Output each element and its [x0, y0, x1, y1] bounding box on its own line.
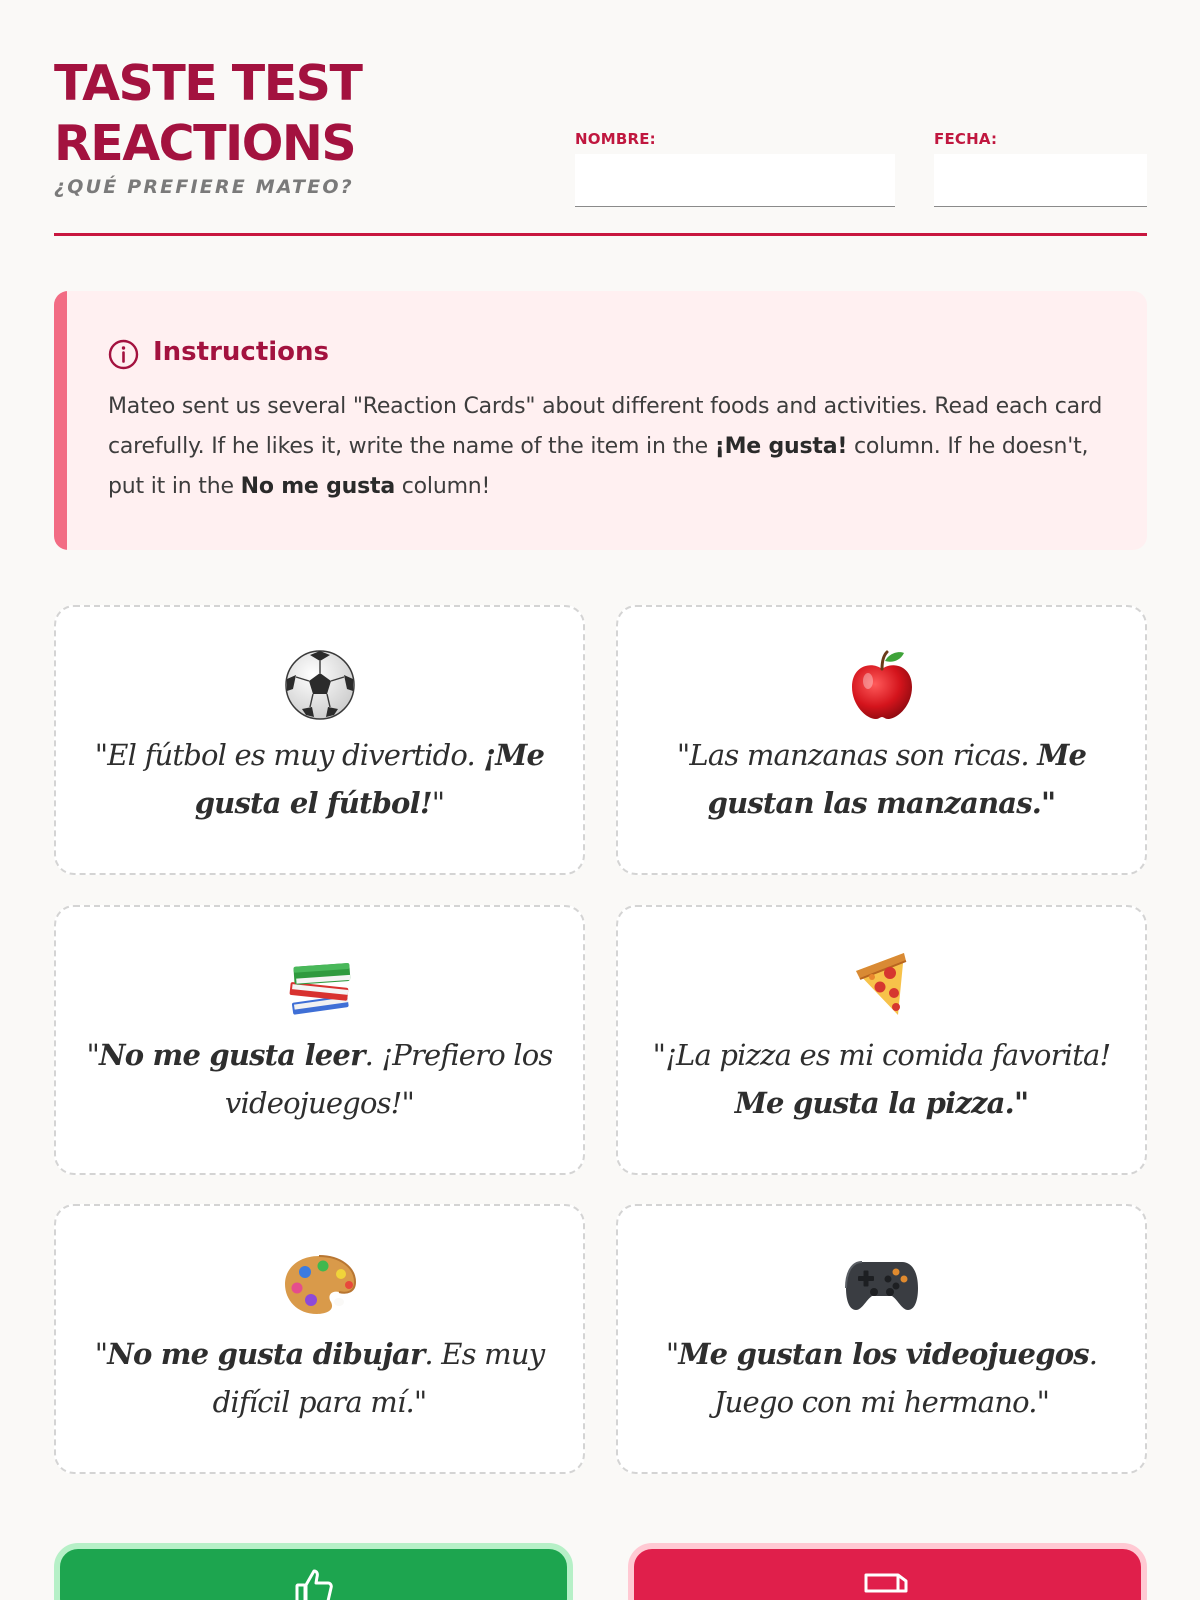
card-quote [86, 1031, 553, 1127]
reaction-card-apple [616, 605, 1147, 875]
instructions-title: Instructions [153, 337, 330, 367]
card-icon-wrap [618, 1246, 1145, 1322]
card-quote [86, 1330, 553, 1426]
name-label: NOMBRE: [575, 130, 656, 148]
title-line-1: TASTE TEST [54, 55, 362, 112]
card-quote [648, 731, 1115, 827]
instructions-text-part: column. If he doesn't, put it in the [108, 434, 1089, 499]
instructions-box [54, 291, 1147, 550]
instructions-bold-dislike: No me gusta [240, 474, 395, 499]
reaction-card-pizza [616, 905, 1147, 1175]
thumbs-down-icon [858, 1567, 918, 1600]
reaction-card-palette [54, 1204, 585, 1474]
quote-bold: Me gustan los videojuegos [678, 1337, 1089, 1371]
info-icon [108, 339, 139, 370]
reaction-card-videogames [616, 1204, 1147, 1474]
soccer-ball-icon [284, 649, 356, 721]
quote-text: "Las manzanas son ricas. [676, 738, 1038, 772]
card-icon-wrap [56, 1246, 583, 1322]
no-me-gusta-column-header[interactable] [628, 1543, 1147, 1600]
quote-bold: Me gustan las manzanas." [707, 738, 1087, 820]
apple-icon [846, 649, 918, 721]
date-label: FECHA: [934, 130, 998, 148]
quote-bold: Me gusta la pizza." [734, 1086, 1029, 1120]
instructions-bold-like: ¡Me gusta! [714, 434, 848, 459]
quote-text: . Es muy difícil para mí." [212, 1337, 545, 1419]
palette-icon [283, 1252, 357, 1316]
instructions-text-part: column! [394, 474, 491, 499]
instructions-text [108, 387, 1108, 507]
card-quote [648, 1031, 1115, 1127]
card-quote [86, 731, 553, 827]
quote-text: . ¡Prefiero los videojuegos!" [224, 1038, 553, 1120]
quote-text: " [431, 786, 445, 820]
name-field[interactable] [575, 154, 895, 207]
instructions-accent-bar [54, 291, 67, 550]
card-icon-wrap [618, 647, 1145, 723]
game-controller-icon [844, 1254, 920, 1314]
quote-text: " [86, 1038, 100, 1072]
quote-text: " [94, 1337, 108, 1371]
header-divider [54, 233, 1147, 236]
books-icon [284, 949, 356, 1021]
page-title [54, 54, 494, 174]
pizza-icon [846, 949, 918, 1021]
quote-bold: ¡Me gusta el fútbol! [194, 738, 545, 820]
card-quote [648, 1330, 1115, 1426]
reaction-card-books [54, 905, 585, 1175]
card-icon-wrap [56, 947, 583, 1023]
worksheet-page [54, 0, 1147, 1600]
quote-text: "El fútbol es muy divertido. [94, 738, 484, 772]
card-icon-wrap [56, 647, 583, 723]
card-icon-wrap [618, 947, 1145, 1023]
quote-text: " [665, 1337, 679, 1371]
title-line-2: REACTIONS [54, 115, 356, 172]
worksheet-header [54, 0, 1147, 238]
instructions-text-part: Mateo sent us several "Reaction Cards" about different foods and activities. Read each card carefully. If he likes it, write the name of the item in the [108, 394, 1103, 459]
quote-bold: No me gusta leer [99, 1038, 365, 1072]
page-subtitle: ¿QUÉ PREFIERE MATEO? [54, 176, 354, 198]
date-field[interactable] [934, 154, 1147, 207]
quote-bold: No me gusta dibujar [107, 1337, 425, 1371]
reaction-card-soccer [54, 605, 585, 875]
quote-text: . Juego con mi hermano." [713, 1337, 1098, 1419]
thumbs-up-icon [294, 1567, 334, 1600]
me-gusta-column-header[interactable] [54, 1543, 573, 1600]
quote-text: "¡La pizza es mi comida favorita! [652, 1038, 1111, 1072]
